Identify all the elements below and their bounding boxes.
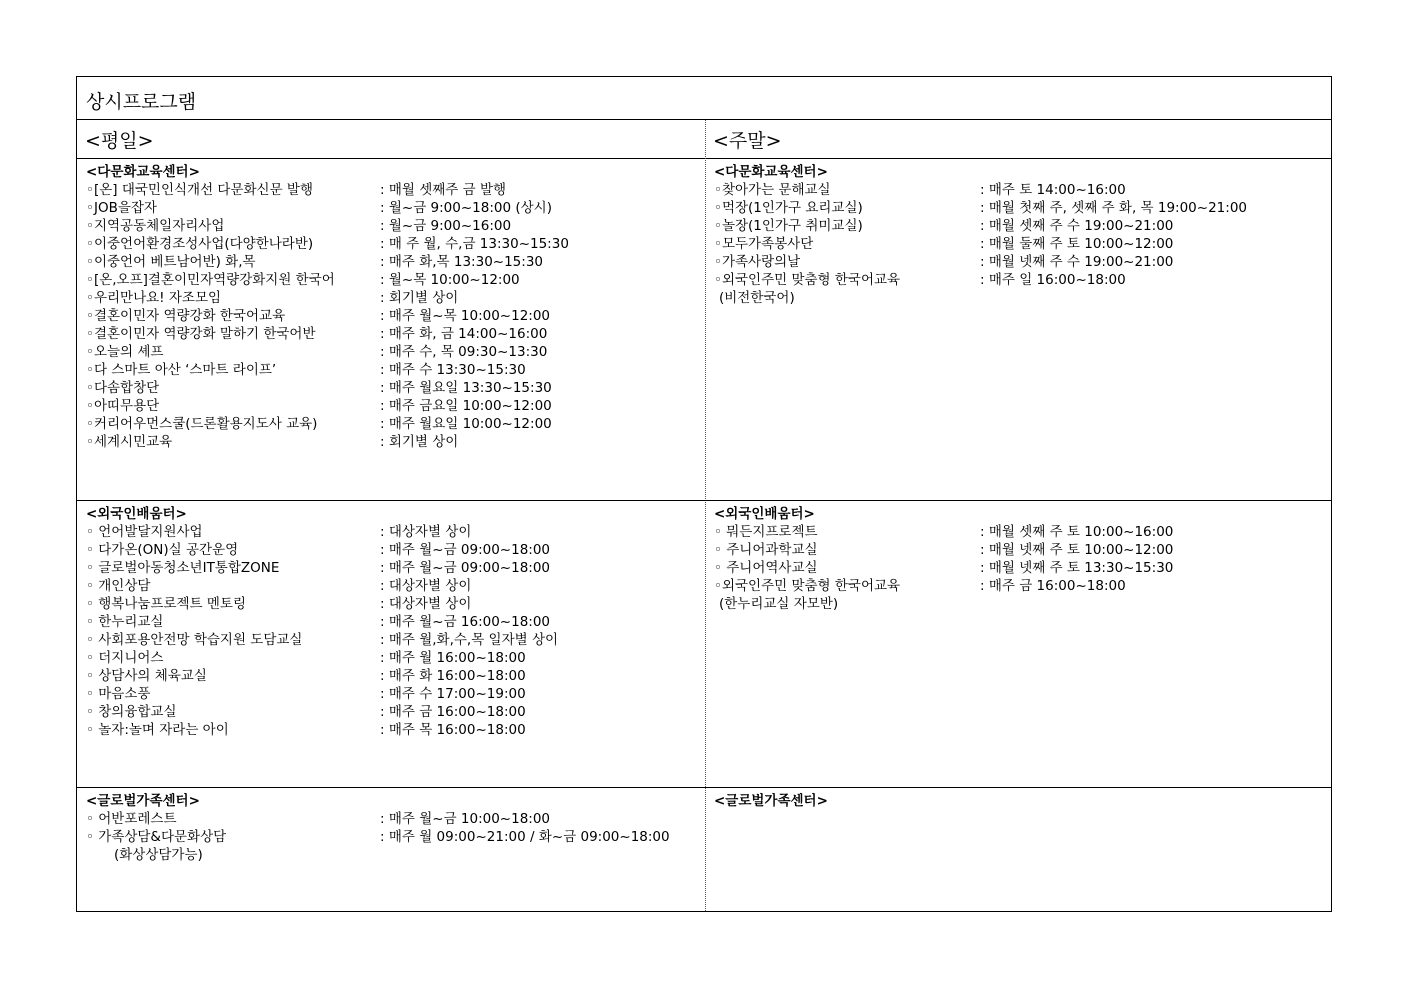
program-schedule: : 매주 화,목 13:30~15:30 bbox=[380, 254, 543, 270]
weekend-header: <주말> bbox=[713, 130, 782, 152]
program-name: ◦이중언어 베트남어반) 화,목 bbox=[86, 254, 256, 270]
program-schedule: : 매주 토 14:00~16:00 bbox=[980, 182, 1126, 198]
program-name: ◦세계시민교육 bbox=[86, 434, 173, 450]
program-name: ◦ 더지니어스 bbox=[86, 650, 164, 666]
program-name: ◦ 주니어역사교실 bbox=[714, 560, 818, 576]
program-schedule: : 매주 월~목 10:00~12:00 bbox=[380, 308, 551, 324]
program-name: ◦ 다가온(ON)실 공간운영 bbox=[86, 542, 239, 558]
weekend-header-cell bbox=[705, 120, 1333, 158]
program-name: ◦ 어반포레스트 bbox=[86, 811, 177, 827]
column-divider bbox=[705, 120, 706, 911]
program-schedule: : 매월 첫째 주, 셋째 주 화, 목 19:00~21:00 bbox=[980, 200, 1247, 216]
program-name: ◦먹장(1인가구 요리교실) bbox=[714, 200, 863, 216]
program-name: ◦놀장(1인가구 취미교실) bbox=[714, 218, 863, 234]
program-name: ◦이중언어환경조성사업(다양한나라반) bbox=[86, 236, 314, 252]
program-schedule: : 매월 넷째 주 수 19:00~21:00 bbox=[980, 254, 1174, 270]
program-schedule: : 매주 월요일 13:30~15:30 bbox=[380, 380, 552, 396]
program-name: ◦ 주니어과학교실 bbox=[714, 542, 818, 558]
section-title: <글로벌가족센터> bbox=[86, 793, 200, 809]
program-schedule: : 회기별 상이 bbox=[380, 434, 459, 450]
program-name: ◦ 창의융합교실 bbox=[86, 704, 177, 720]
program-schedule: : 매주 일 16:00~18:00 bbox=[980, 272, 1126, 288]
program-name: ◦외국인주민 맞춤형 한국어교육 bbox=[714, 272, 901, 288]
program-name: ◦ 마음소풍 bbox=[86, 686, 151, 702]
program-schedule: : 매주 월~금 09:00~18:00 bbox=[380, 560, 551, 576]
program-schedule: : 매월 넷째 주 토 13:30~15:30 bbox=[980, 560, 1174, 576]
program-name: ◦ 놀자:놀며 자라는 아이 bbox=[86, 722, 229, 738]
program-schedule: : 매월 셋째주 금 발행 bbox=[380, 182, 507, 198]
program-name: ◦결혼이민자 역량강화 말하기 한국어반 bbox=[86, 326, 316, 342]
program-name: ◦결혼이민자 역량강화 한국어교육 bbox=[86, 308, 286, 324]
program-schedule: : 매주 목 16:00~18:00 bbox=[380, 722, 526, 738]
program-schedule: : 매주 수 13:30~15:30 bbox=[380, 362, 526, 378]
program-schedule: : 대상자별 상이 bbox=[380, 596, 472, 612]
program-schedule: : 월~목 10:00~12:00 bbox=[380, 272, 520, 288]
program-name: ◦외국인주민 맞춤형 한국어교육 bbox=[714, 578, 901, 594]
program-schedule: : 대상자별 상이 bbox=[380, 524, 472, 540]
program-schedule: : 매주 월~금 09:00~18:00 bbox=[380, 542, 551, 558]
program-schedule: : 매월 셋째 주 수 19:00~21:00 bbox=[980, 218, 1174, 234]
program-name: ◦[온,오프]결혼이민자역량강화지원 한국어 bbox=[86, 272, 335, 288]
program-schedule: : 매주 월~금 16:00~18:00 bbox=[380, 614, 551, 630]
program-schedule: : 매월 셋째 주 토 10:00~16:00 bbox=[980, 524, 1174, 540]
program-name: ◦ 상담사의 체육교실 bbox=[86, 668, 207, 684]
program-schedule: : 매주 금 16:00~18:00 bbox=[980, 578, 1126, 594]
program-name: ◦지역공동체일자리사업 bbox=[86, 218, 225, 234]
program-schedule: : 매주 화 16:00~18:00 bbox=[380, 668, 526, 684]
program-name: ◦ 행복나눔프로젝트 멘토링 bbox=[86, 596, 246, 612]
header-row bbox=[77, 120, 1331, 159]
page-title: 상시프로그램 bbox=[86, 91, 197, 113]
program-schedule: : 매주 월 09:00~21:00 / 화~금 09:00~18:00 bbox=[380, 829, 670, 845]
program-schedule: : 매주 금 16:00~18:00 bbox=[380, 704, 526, 720]
program-name: ◦아띠무용단 bbox=[86, 398, 160, 414]
program-schedule: : 매주 수 17:00~19:00 bbox=[380, 686, 526, 702]
program-name: ◦JOB을잡자 bbox=[86, 200, 157, 216]
program-schedule: : 매주 월,화,수,목 일자별 상이 bbox=[380, 632, 559, 648]
program-name: ◦다 스마트 아산 ‘스마트 라이프’ bbox=[86, 362, 277, 378]
program-name: ◦ 언어발달지원사업 bbox=[86, 524, 203, 540]
program-schedule: : 매 주 월, 수,금 13:30~15:30 bbox=[380, 236, 569, 252]
program-schedule: : 매주 월 16:00~18:00 bbox=[380, 650, 526, 666]
program-note: (한누리교실 자모반) bbox=[719, 596, 839, 612]
program-name: ◦찾아가는 문해교실 bbox=[714, 182, 831, 198]
program-name: ◦ 뭐든지프로젝트 bbox=[714, 524, 818, 540]
program-name: ◦ 한누리교실 bbox=[86, 614, 164, 630]
program-schedule: : 월~금 9:00~16:00 bbox=[380, 218, 512, 234]
program-name: ◦ 글로벌아동청소년IT통합ZONE bbox=[86, 560, 280, 576]
program-name: ◦[온] 대국민인식개선 다문화신문 발행 bbox=[86, 182, 313, 198]
program-name: ◦모두가족봉사단 bbox=[714, 236, 814, 252]
program-schedule: : 매주 월요일 10:00~12:00 bbox=[380, 416, 552, 432]
program-name: ◦오늘의 셰프 bbox=[86, 344, 164, 360]
program-name: ◦커리어우먼스쿨(드론활용지도사 교육) bbox=[86, 416, 318, 432]
program-note: (비전한국어) bbox=[719, 290, 795, 306]
weekday-header: <평일> bbox=[85, 130, 154, 152]
program-name: ◦우리만나요! 자조모임 bbox=[86, 290, 222, 306]
program-schedule: : 회기별 상이 bbox=[380, 290, 459, 306]
program-name: ◦다솜합창단 bbox=[86, 380, 160, 396]
section-title: <다문화교육센터> bbox=[714, 164, 828, 180]
program-schedule: : 매월 둘째 주 토 10:00~12:00 bbox=[980, 236, 1174, 252]
program-schedule: : 매주 금요일 10:00~12:00 bbox=[380, 398, 552, 414]
program-name: ◦가족사랑의날 bbox=[714, 254, 801, 270]
program-name: ◦ 개인상담 bbox=[86, 578, 151, 594]
section-title: <외국인배움터> bbox=[86, 506, 187, 522]
program-schedule: : 매주 수, 목 09:30~13:30 bbox=[380, 344, 548, 360]
program-table bbox=[76, 76, 1332, 912]
row-divider bbox=[77, 787, 1331, 788]
program-name: ◦ 사회포용안전망 학습지원 도담교실 bbox=[86, 632, 303, 648]
title-row bbox=[77, 77, 1331, 120]
program-schedule: : 월~금 9:00~18:00 (상시) bbox=[380, 200, 552, 216]
program-name: ◦ 가족상담&다문화상담 bbox=[86, 829, 227, 845]
program-schedule: : 대상자별 상이 bbox=[380, 578, 472, 594]
program-note: (화상상담가능) bbox=[114, 847, 203, 863]
program-schedule: : 매주 화, 금 14:00~16:00 bbox=[380, 326, 548, 342]
weekday-header-cell bbox=[77, 120, 705, 158]
section-title: <외국인배움터> bbox=[714, 506, 815, 522]
row-divider bbox=[77, 500, 1331, 501]
program-schedule: : 매주 월~금 10:00~18:00 bbox=[380, 811, 551, 827]
section-title: <다문화교육센터> bbox=[86, 164, 200, 180]
program-schedule: : 매월 넷째 주 토 10:00~12:00 bbox=[980, 542, 1174, 558]
section-title: <글로벌가족센터> bbox=[714, 793, 828, 809]
